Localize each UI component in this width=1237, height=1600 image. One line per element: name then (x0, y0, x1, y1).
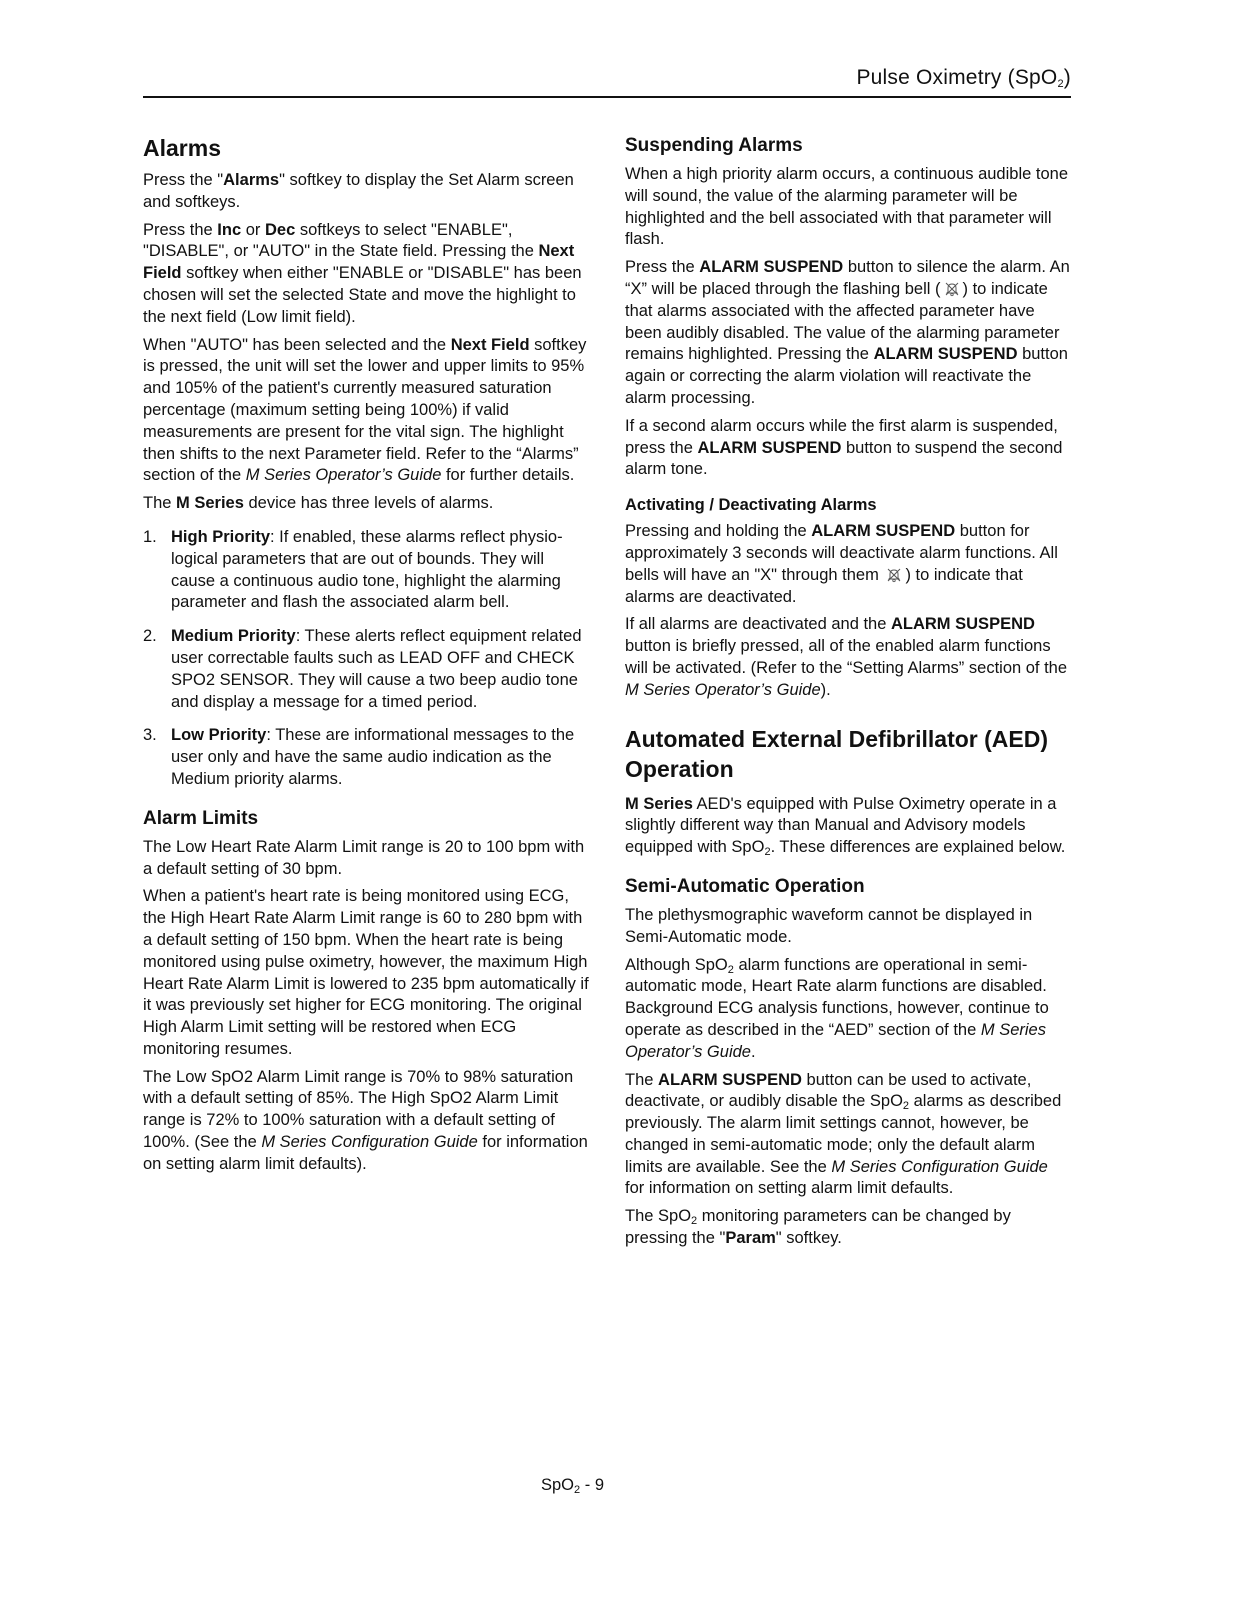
page-header-title: Pulse Oximetry (SpO$_2$) (856, 66, 1071, 90)
right-column (625, 134, 1071, 1256)
paragraph: The SpO$_2$ monitoring parameters can be changed by pressing the "Param" softkey. (625, 1207, 1011, 1248)
paragraph: The Low SpO2 Alarm Limit range is 70% to 98% saturation with a default setting of 85%. The High SpO2 Alarm Limit range is 72% to 100% saturation with a default setting of 100%. (See the M Series Configuration Guide for information on setting alarm limit defaults). (143, 1067, 588, 1173)
alarm-limits-heading: Alarm Limits (143, 807, 259, 829)
paragraph: M Series AED's equipped with Pulse Oximetry operate in a slightly different way than Manual and Advisory models equipped with SpO$_2$. These differences are explained below. (625, 794, 1066, 859)
bell-x-icon (944, 281, 960, 297)
activating-alarms-heading: Activating / Deactivating Alarms (625, 496, 877, 515)
list-item: 1. High Priority: If enabled, these alarms reflect physio-logical parameters that are out of bounds. They will cause a continuous audio tone, highlight the alarming parameter and flash the associated alarm bell. (143, 527, 563, 612)
page-number: SpO$_2$ - 9 (541, 1476, 604, 1496)
bell-x-icon (886, 567, 902, 583)
header-rule (143, 96, 1071, 98)
suspending-alarms-heading: Suspending Alarms (625, 135, 803, 156)
aed-operation-heading: Automated External Defibrillator (AED) Operation (625, 725, 1048, 782)
paragraph: When a patient's heart rate is being monitored using ECG, the High Heart Rate Alarm Limit range is 60 to 280 bpm with a default setting of 150 bpm. When the heart rate is being monitored using pulse oximetry, however, the maximum High Heart Rate Alarm Limit is lowered to 235 bpm automatically if it was previously set higher for ECG monitoring. The original High Alarm Limit setting will be restored when ECG monitoring resumes. (143, 887, 589, 1058)
paragraph: Press the Inc or Dec softkeys to select "ENABLE", "DISABLE", or "AUTO" in the State field. Pressing the Next Field softkey when either "ENABLE or "DISABLE" has been chosen will set the selected State and move the highlight to the next field (Low limit field). (143, 220, 582, 326)
paragraph: The ALARM SUSPEND button can be used to activate, deactivate, or audibly disable the SpO$_2$ alarms as described previously. The alarm limit settings cannot, however, be changed in semi-automatic mode; only the default alarm limits are available. See the M Series Configuration Guide for information on setting alarm limit defaults. (625, 1070, 1062, 1198)
paragraph: The plethysmographic waveform cannot be displayed in Semi-Automatic mode. (625, 905, 1033, 946)
paragraph: The Low Heart Rate Alarm Limit range is 20 to 100 bpm with a default setting of 30 bpm. (143, 837, 585, 878)
paragraph: If all alarms are deactivated and the ALARM SUSPEND button is briefly pressed, all of the enabled alarm functions will be activated. (Refer to the “Setting Alarms” section of the M Series Operator’s Guide). (625, 615, 1068, 699)
paragraph: Pressing and holding the ALARM SUSPEND button for approximately 3 seconds will deactivate alarm functions. All bells will have an "X" through them ) to indicate that alarms are deactivated. (625, 522, 1058, 606)
list-item: 2. Medium Priority: These alerts reflect equipment related user correctable faults such as LEAD OFF and CHECK SPO2 SENSOR. They will cause a two beep audio tone and display a message for a timed period. (143, 627, 582, 711)
paragraph: Press the ALARM SUSPEND button to silence the alarm. An “X” will be placed through the flashing bell ( ) to indicate that alarms associated with the affected parameter have been audibly disabled. The value of the alarming parameter remains highlighted. Pressing the ALARM SUSPEND button again or correcting the alarm violation will reactivate the alarm processing. (625, 258, 1070, 407)
paragraph: When "AUTO" has been selected and the Next Field softkey is pressed, the unit will set the lower and upper limits to 95% and 105% of the patient's currently measured saturation percentage (maximum setting being 100%) if valid measurements are present for the vital sign. The highlight then shifts to the next Parameter field. Refer to the “Alarms” section of the M Series Operator’s Guide for further details. (143, 335, 587, 485)
paragraph: When a high priority alarm occurs, a continuous audible tone will sound, the value of the alarming parameter will be highlighted and the bell associated with that parameter will flash. (625, 165, 1068, 249)
paragraph: Press the "Alarms" softkey to display the Set Alarm screen and softkeys. (143, 171, 574, 211)
alarm-levels-list (143, 527, 590, 791)
paragraph: If a second alarm occurs while the first alarm is suspended, press the ALARM SUSPEND button to suspend the second alarm tone. (625, 416, 1063, 479)
paragraph: The M Series device has three levels of alarms. (143, 494, 494, 513)
left-column (143, 134, 590, 1182)
paragraph: Although SpO$_2$ alarm functions are operational in semi-automatic mode, Heart Rate alarm functions are disabled. Background ECG analysis functions, however, continue to operate as described in the “AED” section of the M Series Operator’s Guide. (625, 955, 1049, 1061)
semi-automatic-heading: Semi-Automatic Operation (625, 875, 865, 897)
alarms-heading: Alarms (143, 135, 221, 161)
list-item: 3. Low Priority: These are informational messages to the user only and have the same audio indication as the Medium priority alarms. (143, 726, 575, 788)
